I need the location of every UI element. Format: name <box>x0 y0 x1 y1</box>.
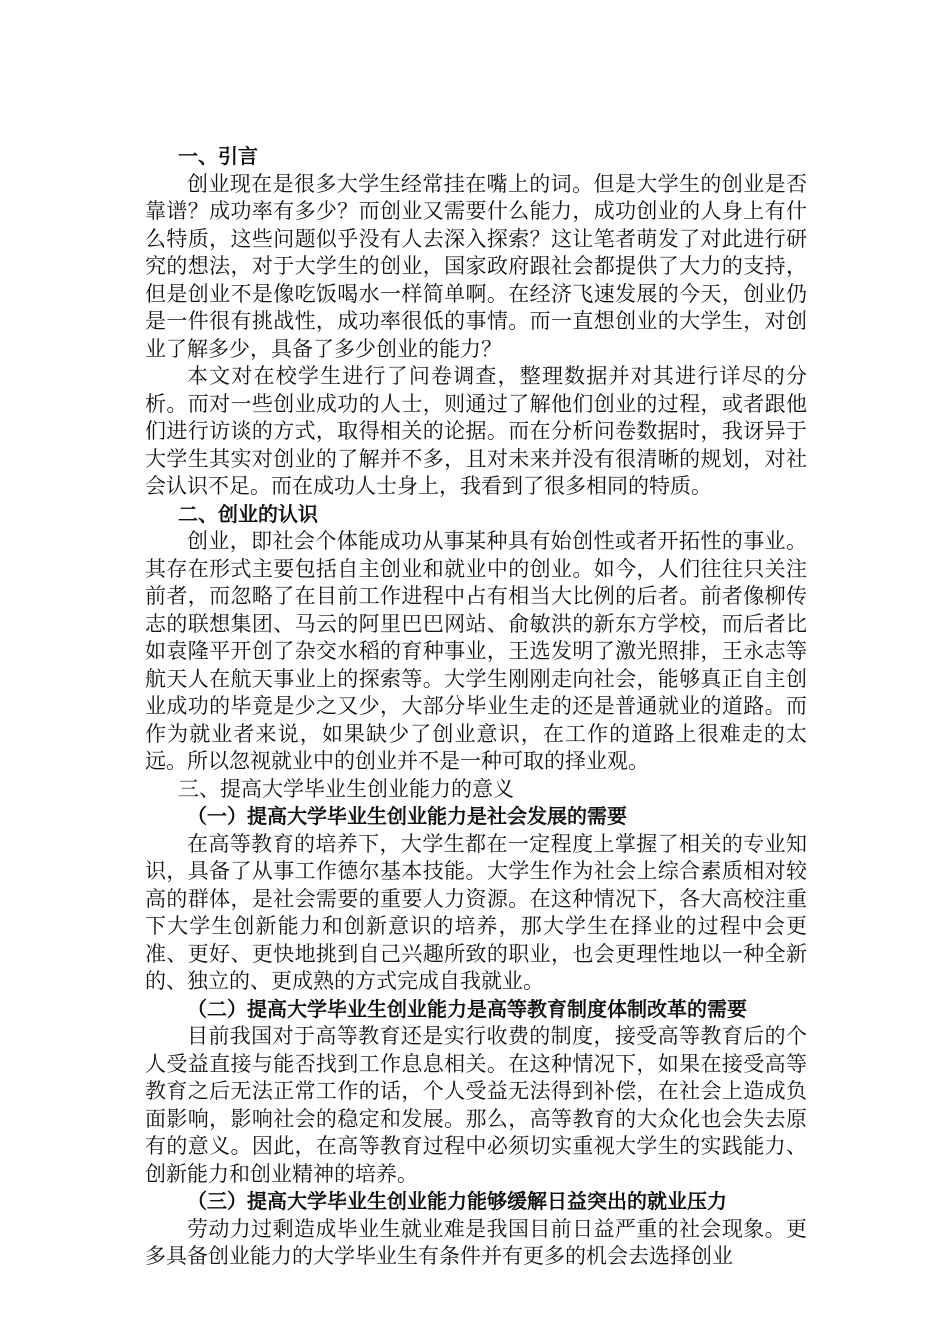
subsection-heading-3: （三）提高大学毕业生创业能力能够缓解日益突出的就业压力 <box>187 1189 727 1213</box>
section-heading-understanding: 二、创业的认识 <box>178 501 318 526</box>
document-body <box>145 143 807 1271</box>
intro-paragraph-1: 创业现在是很多大学生经常挂在嘴上的词。但是大学生的创业是否靠谱？成功率有多少？而创业又需要什么能力，成功创业的人身上有什么特质，这些问题似乎没有人去深入探索？这让笔者萌发了对此进行研究的想法，对于大学生的创业，国家政府跟社会都提供了大力的支持，但是创业不是像吃饭喝水一样简单啊。在经济飞速发展的今天，创业仍是一件很有挑战性，成功率很低的事情。而一直想创业的大学生，对创业了解多少，具备了多少创业的能力？ <box>145 171 807 361</box>
subsection-1-paragraph: 在高等教育的培养下，大学生都在一定程度上掌握了相关的专业知识，具备了从事工作德尔基本技能。大学生作为社会上综合素质相对较高的群体，是社会需要的重要人力资源。在这种情况下，各大高校注重下大学生创新能力和创新意识的培养，那大学生在择业的过程中会更准、更好、更快地挑到自己兴趣所致的职业，也会更理性地以一种全新的、独立的、更成熟的方式完成自我就业。 <box>145 831 807 993</box>
section-heading-intro: 一、引言 <box>178 144 258 168</box>
subsection-2-paragraph: 目前我国对于高等教育还是实行收费的制度，接受高等教育后的个人受益直接与能否找到工作息息相关。在这种情况下，如果在接受高等教育之后无法正常工作的话，个人受益无法得到补偿，在社会上造成负面影响，影响社会的稳定和发展。那么，高等教育的大众化也会失去原有的意义。因此，在高等教育过程中必须切实重视大学生的实践能力、创新能力和创业精神的培养。 <box>145 1024 807 1186</box>
subsection-heading-1: （一）提高大学毕业生创业能力是社会发展的需要 <box>187 804 627 828</box>
subsection-3-paragraph: 劳动力过剩造成毕业生就业难是我国目前日益严重的社会现象。更多具备创业能力的大学毕业生有条件并有更多的机会去选择创业 <box>145 1216 807 1268</box>
intro-paragraph-2: 本文对在校学生进行了问卷调查，整理数据并对其进行详尽的分析。而对一些创业成功的人士，则通过了解他们创业的过程，或者跟他们进行访谈的方式，取得相关的论据。而在分析问卷数据时，我讶异于大学生其实对创业的了解并不多，且对未来并没有很清晰的规划，对社会认识不足。而在成功人士身上，我看到了很多相同的特质。 <box>145 364 807 498</box>
section-heading-significance: 三、提高大学毕业生创业能力的意义 <box>178 776 514 801</box>
understanding-paragraph-1: 创业，即社会个体能成功从事某种具有始创性或者开拓性的事业。其存在形式主要包括自主创业和就业中的创业。如今，人们往往只关注前者，而忽略了在目前工作进程中占有相当大比例的后者。前者像柳传志的联想集团、马云的阿里巴巴网站、俞敏洪的新东方学校，而后者比如袁隆平开创了杂交水稻的育种事业，王选发明了激光照排，王永志等航天人在航天事业上的探索等。大学生刚刚走向社会，能够真正自主创业成功的毕竟是少之又少，大部分毕业生走的还是普通就业的道路。而作为就业者来说，如果缺少了创业意识，在工作的道路上很难走的太远。所以忽视就业中的创业并不是一种可取的择业观。 <box>145 529 807 773</box>
subsection-heading-2: （二）提高大学毕业生创业能力是高等教育制度体制改革的需要 <box>187 996 747 1021</box>
